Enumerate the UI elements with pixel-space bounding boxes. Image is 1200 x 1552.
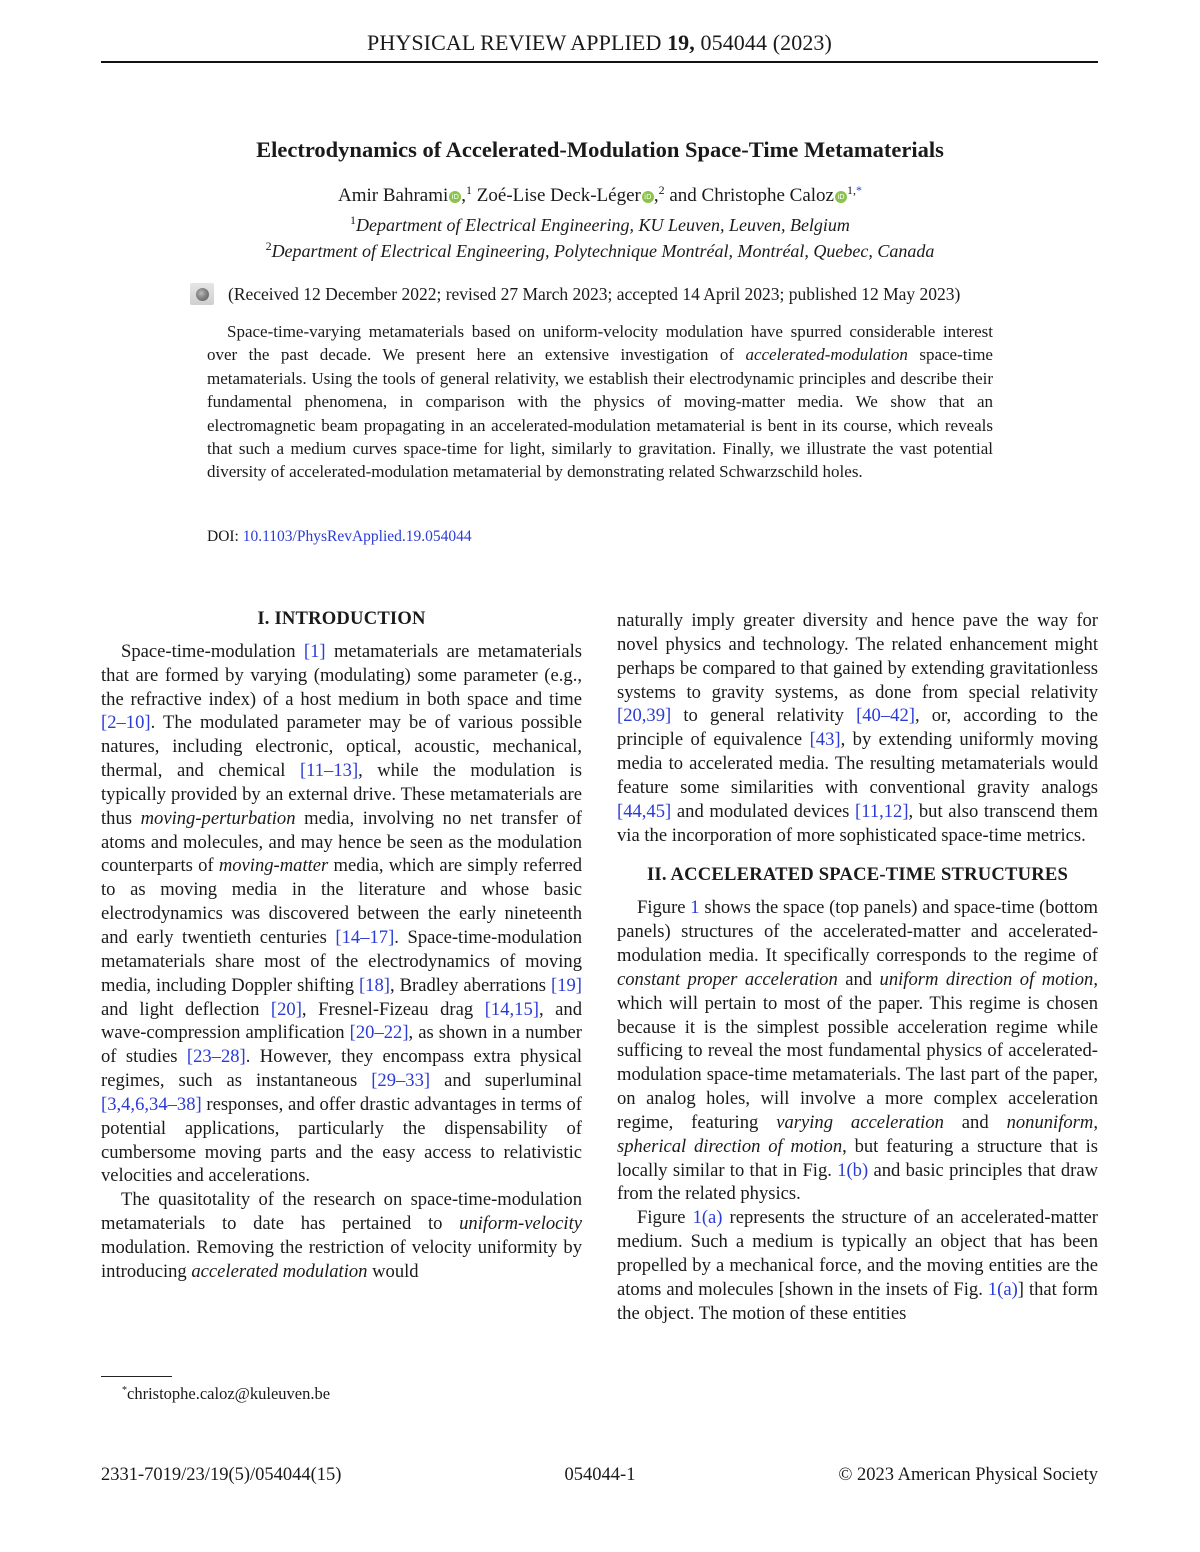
citation-link[interactable]: [14,15] (484, 998, 539, 1020)
author-affil-mark: 2 (658, 183, 665, 197)
citation-link[interactable]: [19] (551, 974, 582, 996)
author-affil-mark (847, 183, 862, 197)
affiliation-1 (0, 215, 1200, 236)
citation-link[interactable]: [43] (809, 729, 841, 751)
citation-link[interactable]: [14–17] (335, 926, 395, 948)
figure-link[interactable]: 1(a) (987, 1278, 1018, 1300)
publication-dates (190, 283, 960, 305)
abstract-text: Space-time-varying metamaterials based on uniform-velocity modulation have spurred considerable interest over the past decade. We present here an extensive investigation of (207, 322, 993, 365)
citation-link[interactable]: [20,39] (617, 705, 672, 727)
footnote (122, 1384, 330, 1404)
affil-text: Department of Electrical Engineering, Polytechnique Montréal, Montréal, Quebec, Canada (271, 241, 935, 261)
footer-page-number: 054044-1 (564, 1465, 636, 1485)
affil-text: Department of Electrical Engineering, KU Leuven, Leuven, Belgium (356, 215, 850, 235)
author-separator: , (653, 185, 659, 206)
footnote-rule (101, 1376, 172, 1377)
affil-number: 2 (265, 239, 272, 253)
article-info: 054044 (2023) (700, 30, 832, 55)
citation-link[interactable]: [18] (358, 974, 390, 996)
citation-link[interactable]: [11–13] (299, 760, 359, 782)
abstract-text: space-time metamaterials. Using the tools of general relativity, we establish their electrodynamic principles and describe their fundamental phenomena, in comparison with the physics of moving-matter media. We show that an electromagnetic beam propagating in an accelerated-modulation metamaterial is bent in its course, which reveals that such a medium curves space-time for light, similarly to gravitation. Finally, we illustrate the vast potential diversity of accelerated-modulation metamaterial by demonstrating related Schwarzschild holes. (207, 345, 993, 482)
citation-link[interactable]: [23–28] (186, 1046, 246, 1068)
header-rule (101, 61, 1098, 63)
corresponding-author-link[interactable]: * (855, 183, 862, 197)
author-separator: , (461, 185, 467, 206)
figure-link[interactable]: 1(a) (692, 1207, 723, 1229)
citation-link[interactable]: [29–33] (371, 1070, 431, 1092)
footnote-mark: * (122, 1385, 127, 1396)
citation-link[interactable]: [20–22] (349, 1022, 409, 1044)
doi-label: DOI: (207, 528, 243, 545)
running-head (101, 30, 1098, 56)
paragraph: naturally imply greater diversity and hence pave the way for novel physics and technology. The related enhancement might perhaps be compared to that gained by extending gravitationless systems to gravity systems, as done from special relativity [20,39] to general relativity [40–42], or, according to the principle of equivalence [43], by extending uniformly moving media to accelerated media. The resulting metamaterials would feature some similarities with conventional gravity analogs [44,45] and modulated devices [11,12], but also transcend them via the incorporation of more sophisticated space-time metrics. (617, 610, 1099, 846)
affil-number: 1 (350, 213, 357, 227)
left-column (101, 607, 582, 1284)
orcid-icon[interactable]: iD (642, 191, 654, 203)
citation-link[interactable]: [1] (303, 640, 326, 662)
paragraph: Space-time-modulation [1] metamaterials are metamaterials that are formed by varying (modulating) some parameter (e.g., the refractive index) of a host medium in both space and time [2–10]. The modulated parameter may be of various possible natures, including electronic, optical, acoustic, mechanical, thermal, and chemical [11–13], while the modulation is typically provided by an external drive. These metamaterials are thus moving-perturbation media, involving no net transfer of atoms and molecules, and may hence be seen as the modulation counterparts of moving-matter media, which are simply referred to as moving media in the literature and whose basic electrodynamics was discovered between the early nineteenth and early twentieth centuries [14–17]. Space-time-modulation metamaterials share most of the electrodynamics of moving media, including Doppler shifting [18], Bradley aberrations [19] and light deflection [20], Fresnel-Fizeau drag [14,15], and wave-compression amplification [20–22], as shown in a number of studies [23–28]. However, they encompass extra physical regimes, such as instantaneous [29–33] and superluminal [3,4,6,34–38] responses, and offer drastic advantages in terms of potential applications, particularly the dispensability of cumbersome moving parts and the easy access to relativistic velocities and accelerations. (101, 640, 582, 1187)
citation-link[interactable]: [20] (270, 998, 302, 1020)
abstract (207, 320, 993, 484)
section-heading: II. ACCELERATED SPACE-TIME STRUCTURES (646, 864, 1069, 886)
dates-text: (Received 12 December 2022; revised 27 March 2023; accepted 14 April 2023; published 12 May 2023) (228, 283, 961, 304)
journal-volume: 19, (667, 30, 695, 55)
citation-link[interactable]: [2–10] (101, 712, 151, 734)
crossmark-icon[interactable] (190, 283, 214, 305)
orcid-icon[interactable]: iD (835, 191, 847, 203)
author-list (0, 185, 1200, 207)
affiliation-2 (0, 241, 1200, 262)
doi-link[interactable]: 10.1103/PhysRevApplied.19.054044 (242, 528, 472, 545)
figure-link[interactable]: 1 (690, 897, 700, 919)
citation-link[interactable]: [3,4,6,34–38] (101, 1093, 202, 1115)
author-name: Zoé-Lise Deck-Léger (476, 185, 641, 206)
author-conjunction: and (669, 185, 697, 206)
right-column (617, 609, 1098, 1325)
orcid-icon[interactable]: iD (449, 191, 461, 203)
author-name: Christophe Caloz (701, 185, 834, 206)
footer-issn: 2331-7019/23/19(5)/054044(15) (101, 1465, 342, 1485)
paper-title: Electrodynamics of Accelerated-Modulation Space-Time Metamaterials (256, 137, 944, 162)
abstract-emphasis: accelerated-modulation (745, 345, 908, 365)
journal-name: PHYSICAL REVIEW APPLIED (367, 30, 662, 55)
author-name: Amir Bahrami (338, 185, 449, 206)
paragraph: Figure 1 shows the space (top panels) and space-time (bottom panels) structures of the accelerated-matter and accelerated-modulation media. It specifically corresponds to the regime of constant proper acceleration and uniform direction of motion, which will pertain to most of the paper. This regime is chosen because it is the simplest possible acceleration regime while sufficing to reveal the most fundamental physics of accelerated-modulation space-time metamaterials. The last part of the paper, on analog holes, will involve a more complex acceleration regime, featuring varying acceleration and nonuniform, spherical direction of motion, but featuring a structure that is locally similar to that in Fig. 1(b) and basic principles that draw from the related physics. (617, 897, 1099, 1205)
paragraph: Figure 1(a) represents the structure of an accelerated-matter medium. Such a medium is typically an object that has been propelled by a mechanical force, and the moving entities are the atoms and molecules [shown in the insets of Fig. 1(a)] that form the object. The motion of these entities (617, 1207, 1098, 1324)
citation-link[interactable]: [44,45] (617, 800, 672, 822)
paragraph: The quasitotality of the research on space-time-modulation metamaterials to date has pertained to uniform-velocity modulation. Removing the restriction of velocity uniformity by introducing accelerated modulation would (101, 1189, 582, 1282)
figure-link[interactable]: 1(b) (837, 1159, 869, 1181)
section-heading: I. INTRODUCTION (257, 608, 426, 629)
footnote-email: christophe.caloz@kuleuven.be (127, 1384, 331, 1403)
affil-number: 1, (846, 183, 856, 197)
citation-link[interactable]: [40–42] (856, 705, 915, 727)
author-affil-mark: 1 (466, 183, 473, 197)
doi (207, 528, 472, 546)
footer-copyright: © 2023 American Physical Society (838, 1465, 1098, 1485)
citation-link[interactable]: [11,12] (855, 800, 909, 822)
